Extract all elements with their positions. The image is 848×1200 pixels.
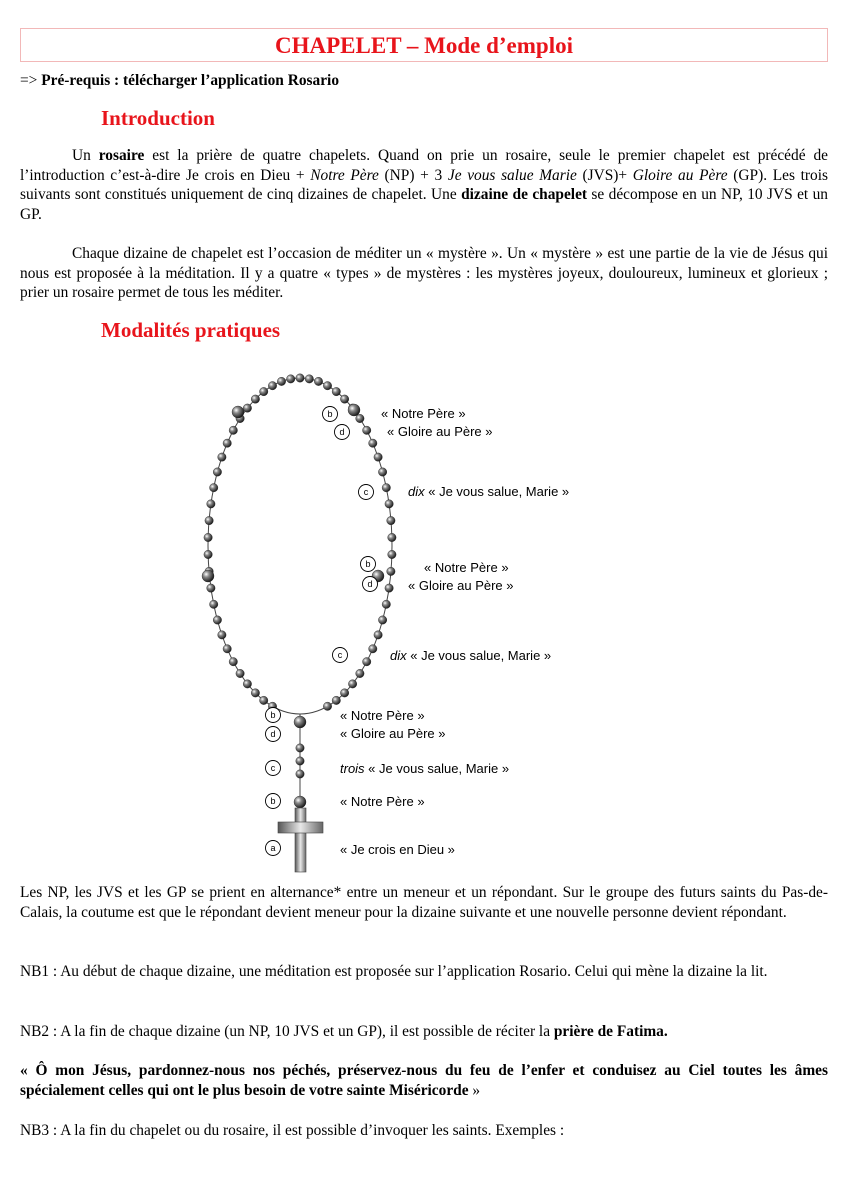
label-dix-1-italic: dix: [408, 484, 425, 499]
large-bead: [348, 404, 360, 416]
small-bead: [243, 404, 251, 412]
small-bead: [213, 468, 221, 476]
label-trois-rest: « Je vous salue, Marie »: [364, 761, 510, 776]
nb2-paragraph: [20, 1022, 828, 1042]
small-bead: [204, 550, 212, 558]
marker-d: [363, 577, 378, 592]
small-bead: [243, 680, 251, 688]
nb2-text: NB2 : A la fin de chaque dizaine (un NP, 10 JVS et un GP), il est possible de réciter la: [20, 1023, 554, 1040]
small-bead: [348, 680, 356, 688]
small-bead: [356, 669, 364, 677]
small-bead: [229, 426, 237, 434]
small-bead: [207, 500, 215, 508]
label-dix-1: [408, 484, 569, 499]
small-bead: [363, 658, 371, 666]
bold-run: dizaine de chapelet: [461, 186, 588, 204]
small-bead: [378, 468, 386, 476]
fatima-end: »: [468, 1081, 481, 1099]
nb2-bold: prière de Fatima.: [553, 1023, 668, 1040]
small-bead: [382, 484, 390, 492]
small-bead: [205, 516, 213, 524]
label-notre-pere-1: « Notre Père »: [381, 406, 466, 421]
alternance-paragraph: Les NP, les JVS et les GP se prient en alternance* entre un meneur et un répondant. Sur le groupe des futurs saints du Pas-de-Calais, la coutume est que le répondant devient meneur pour la dizaine suivante et une nouvelle personne devient répondant.: [20, 884, 828, 921]
small-bead: [374, 453, 382, 461]
intro-paragraph-1: [20, 146, 828, 224]
marker-b: [361, 557, 376, 572]
label-gloire-2: « Gloire au Père »: [408, 578, 514, 593]
label-credo: « Je crois en Dieu »: [340, 842, 455, 857]
prerequisite-line: [20, 71, 339, 91]
marker-b: [266, 794, 281, 809]
crucifix: [278, 808, 323, 872]
modalites-heading: Modalités pratiques: [101, 318, 281, 342]
label-trois: [340, 761, 509, 776]
marker-d: [335, 425, 350, 440]
label-dix-2-italic: dix: [390, 648, 407, 663]
italic-run: Je vous salue Marie: [447, 166, 577, 184]
svg-text:b: b: [327, 409, 333, 419]
small-bead: [210, 484, 218, 492]
italic-run: Notre Père: [310, 166, 379, 184]
intro-paragraph-2: Chaque dizaine de chapelet est l’occasion de méditer un « mystère ». Un « mystère » est une partie de la vie de Jésus qui nous est proposée à la méditation. Il y a quatre « types » de mystères : les mystères joyeux, douloureux, lumineux et glorieux ; prier un rosaire permet de tous les méditer.: [20, 245, 828, 302]
small-bead: [204, 533, 212, 541]
nb1-paragraph: NB1 : Au début de chaque dizaine, une méditation est proposée sur l’application Rosario. Celui qui mène la dizaine la lit.: [20, 963, 768, 980]
text-run: (NP) + 3: [378, 166, 448, 184]
arrow-text: =>: [20, 72, 38, 89]
marker-c: [359, 485, 374, 500]
small-bead: [323, 382, 331, 390]
text-run: se décompose en un NP, 10 JVS et un GP.: [20, 186, 829, 223]
small-bead: [305, 375, 313, 383]
small-bead: [369, 645, 377, 653]
small-bead: [385, 584, 393, 592]
small-bead: [363, 426, 371, 434]
small-bead: [340, 395, 348, 403]
small-bead: [229, 658, 237, 666]
prerequisite-text: Pré-requis : télécharger l’application Rosario: [41, 72, 340, 89]
small-bead: [268, 382, 276, 390]
small-bead: [332, 387, 340, 395]
small-bead: [296, 744, 304, 752]
italic-run: Gloire au Père: [632, 166, 728, 184]
label-notre-pere-2: « Notre Père »: [424, 560, 509, 575]
label-dix-2: [390, 648, 551, 663]
small-bead: [388, 533, 396, 541]
label-gloire-1: « Gloire au Père »: [387, 424, 493, 439]
text-run: est la prière de quatre chapelets. Quand on prie un rosaire, seule le premier chapelet est précédé de l’introduction c’est-à-dire Je crois en Dieu +: [20, 147, 828, 184]
large-bead: [294, 716, 306, 728]
large-bead: [202, 570, 214, 582]
marker-b: [266, 708, 281, 723]
marker-c: [333, 648, 348, 663]
small-bead: [223, 439, 231, 447]
small-bead: [296, 757, 304, 765]
small-bead: [277, 377, 285, 385]
large-bead: [294, 796, 306, 808]
small-bead: [369, 439, 377, 447]
svg-text:b: b: [270, 796, 276, 806]
label-notre-pere-3: « Notre Père »: [340, 708, 425, 723]
marker-a: [266, 841, 281, 856]
small-bead: [287, 375, 295, 383]
fatima-prayer: [20, 1061, 828, 1100]
diagram-markers: [266, 407, 378, 856]
svg-text:d: d: [270, 729, 276, 739]
small-bead: [374, 631, 382, 639]
text-run: Un: [72, 147, 99, 164]
rosary-svg: [190, 362, 610, 880]
svg-text:d: d: [339, 427, 345, 437]
text-run: (GP). Les trois suivants sont constitués uniquement de cinq dizaines de chapelet. Une: [20, 166, 828, 204]
small-bead: [387, 567, 395, 575]
small-bead: [388, 550, 396, 558]
small-bead: [356, 414, 364, 422]
label-dix-1-rest: « Je vous salue, Marie »: [424, 484, 570, 499]
intro-heading: Introduction: [101, 106, 215, 130]
small-bead: [251, 689, 259, 697]
small-bead: [314, 377, 322, 385]
small-bead: [218, 631, 226, 639]
small-bead: [260, 387, 268, 395]
large-bead: [232, 406, 244, 418]
rosary-diagram: [190, 362, 610, 880]
marker-c: [266, 761, 281, 776]
small-bead: [223, 645, 231, 653]
label-gloire-3: « Gloire au Père »: [340, 726, 446, 741]
nb3-paragraph: NB3 : A la fin du chapelet ou du rosaire, il est possible d’invoquer les saints. Exemples :: [20, 1122, 565, 1139]
small-bead: [385, 500, 393, 508]
title-box: [20, 28, 828, 62]
small-bead: [251, 395, 259, 403]
marker-b: [323, 407, 338, 422]
small-bead: [260, 696, 268, 704]
svg-text:b: b: [270, 710, 276, 720]
svg-text:d: d: [367, 579, 373, 589]
small-bead: [323, 702, 331, 710]
small-bead: [207, 584, 215, 592]
label-notre-pere-4: « Notre Père »: [340, 794, 425, 809]
small-bead: [378, 616, 386, 624]
small-bead: [332, 696, 340, 704]
small-bead: [218, 453, 226, 461]
text-run: (JVS)+: [576, 166, 633, 184]
small-bead: [387, 516, 395, 524]
svg-text:b: b: [365, 559, 371, 569]
small-bead: [236, 669, 244, 677]
page-title: CHAPELET – Mode d’emploi: [275, 33, 573, 58]
svg-text:c: c: [270, 763, 276, 773]
small-bead: [210, 600, 218, 608]
label-dix-2-rest: « Je vous salue, Marie »: [406, 648, 552, 663]
small-bead: [296, 374, 304, 382]
small-bead: [213, 616, 221, 624]
svg-text:c: c: [363, 487, 369, 497]
label-trois-italic: trois: [340, 761, 365, 776]
fatima-bold: « Ô mon Jésus, pardonnez-nous nos péchés, préservez-nous du feu de l’enfer et conduisez au Ciel toutes les âmes spécialement celles qui ont le plus besoin de votre sainte Miséricorde: [20, 1062, 828, 1099]
small-bead: [340, 689, 348, 697]
small-bead: [296, 770, 304, 778]
svg-text:a: a: [270, 843, 276, 853]
bold-run: rosaire: [98, 147, 145, 164]
marker-d: [266, 727, 281, 742]
svg-text:c: c: [337, 650, 343, 660]
small-bead: [382, 600, 390, 608]
